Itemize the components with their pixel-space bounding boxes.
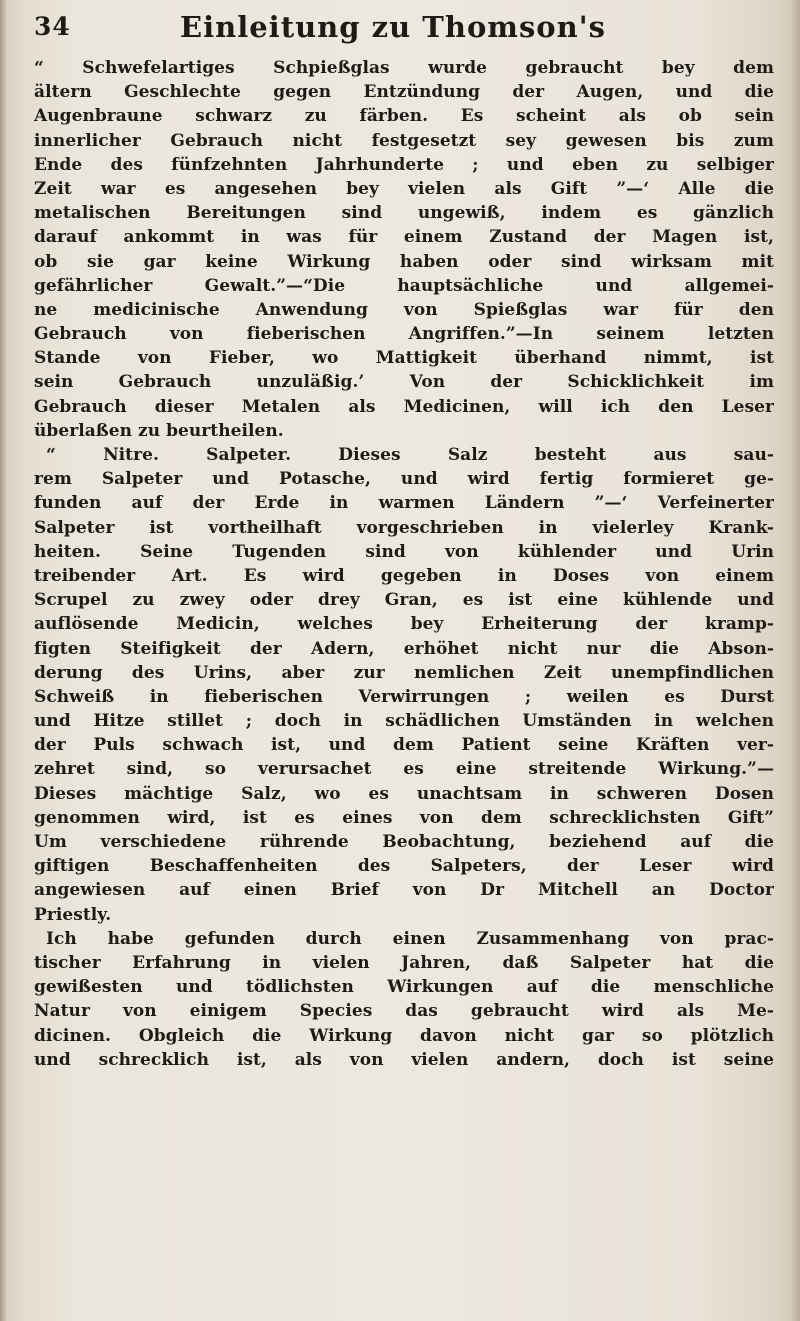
text-line: innerlicher Gebrauch nicht festgesetzt sey gewesen bis zum xyxy=(34,130,774,151)
text-line: Schweiß in fieberischen Verwirrungen ; weilen es Durst xyxy=(34,686,774,707)
text-line: sein Gebrauch unzuläßig.’ Von der Schicklichkeit im xyxy=(34,372,774,393)
text-line: angewiesen auf einen Brief von Dr Mitchell an Doctor xyxy=(34,880,774,901)
page-gutter-shadow xyxy=(0,0,6,1321)
text-line: Zeit war es angesehen bey vielen als Gift ”—‘ Alle die xyxy=(34,178,774,199)
text-line: Salpeter ist vortheilhaft vorgeschrieben in vielerley Krank- xyxy=(34,517,774,538)
text-line: derung des Urins, aber zur nemlichen Zeit unempfindlichen xyxy=(34,662,774,683)
page-edge-shadow xyxy=(790,0,800,1321)
text-line: figten Steifigkeit der Adern, erhöhet nicht nur die Abson- xyxy=(34,638,774,659)
text-line: “ Schwefelartiges Schpießglas wurde gebraucht bey dem xyxy=(34,58,774,78)
text-line: Natur von einigem Species das gebraucht wird als Me- xyxy=(34,1001,774,1022)
page-header xyxy=(34,10,774,52)
text-line: Augenbraune schwarz zu färben. Es scheint als ob sein xyxy=(34,106,774,127)
text-line: Scrupel zu zwey oder drey Gran, es ist eine kühlende und xyxy=(34,590,774,611)
text-line: ne medicinische Anwendung von Spießglas war für den xyxy=(34,299,774,320)
text-line: metalischen Bereitungen sind ungewiß, indem es gänzlich xyxy=(34,203,774,224)
text-line: ältern Geschlechte gegen Entzündung der Augen, und die xyxy=(34,82,774,103)
text-line: und Hitze stillet ; doch in schädlichen Umständen in welchen xyxy=(34,711,774,732)
text-line: Stande von Fieber, wo Mattigkeit überhand nimmt, ist xyxy=(34,348,774,369)
text-line: und schrecklich ist, als von vielen andern, doch ist seine xyxy=(34,1049,774,1070)
running-head: Einleitung zu Thomson's xyxy=(180,10,606,44)
text-line: Dieses mächtige Salz, wo es unachtsam in schweren Dosen xyxy=(34,783,774,804)
text-line: Ich habe gefunden durch einen Zusammenhang von prac- xyxy=(46,928,774,949)
text-line: heiten. Seine Tugenden sind von kühlender und Urin xyxy=(34,541,774,562)
text-line: Gebrauch dieser Metalen als Medicinen, will ich den Leser xyxy=(34,396,774,417)
text-line: rem Salpeter und Potasche, und wird fertig formieret ge- xyxy=(34,469,774,490)
text-line: ob sie gar keine Wirkung haben oder sind wirksam mit xyxy=(34,251,774,272)
text-line: genommen wird, ist es eines von dem schrecklichsten Gift” xyxy=(34,807,774,828)
text-line: zehret sind, so verursachet es eine streitende Wirkung.”— xyxy=(34,759,774,780)
page-body-text xyxy=(34,56,774,1072)
text-line: Gebrauch von fieberischen Angriffen.”—In seinem letzten xyxy=(34,324,774,345)
text-line: tischer Erfahrung in vielen Jahren, daß Salpeter hat die xyxy=(34,952,774,973)
text-line: dicinen. Obgleich die Wirkung davon nicht gar so plötzlich xyxy=(34,1025,774,1046)
text-line: giftigen Beschaffenheiten des Salpeters, der Leser wird xyxy=(34,856,774,877)
text-line: Priestly. xyxy=(34,904,112,925)
text-line: Ende des fünfzehnten Jahrhunderte ; und eben zu selbiger xyxy=(34,154,774,175)
text-line: der Puls schwach ist, und dem Patient seine Kräften ver- xyxy=(34,735,774,756)
text-line: gewißesten und tödlichsten Wirkungen auf die menschliche xyxy=(34,977,774,998)
text-line: gefährlicher Gewalt.”—“Die hauptsächliche und allgemei- xyxy=(34,275,774,296)
page-number: 34 xyxy=(34,12,71,41)
text-line: funden auf der Erde in warmen Ländern ”—‘ Verfeinerter xyxy=(34,493,774,514)
text-line: Um verschiedene rührende Beobachtung, beziehend auf die xyxy=(34,832,774,852)
text-line: “ Nitre. Salpeter. Dieses Salz besteht aus sau- xyxy=(46,445,774,465)
text-line: treibender Art. Es wird gegeben in Doses von einem xyxy=(34,565,774,586)
text-line: darauf ankommt in was für einem Zustand der Magen ist, xyxy=(34,227,774,248)
text-line: überlaßen zu beurtheilen. xyxy=(34,420,284,441)
text-line: auflösende Medicin, welches bey Erheiterung der kramp- xyxy=(34,614,774,635)
